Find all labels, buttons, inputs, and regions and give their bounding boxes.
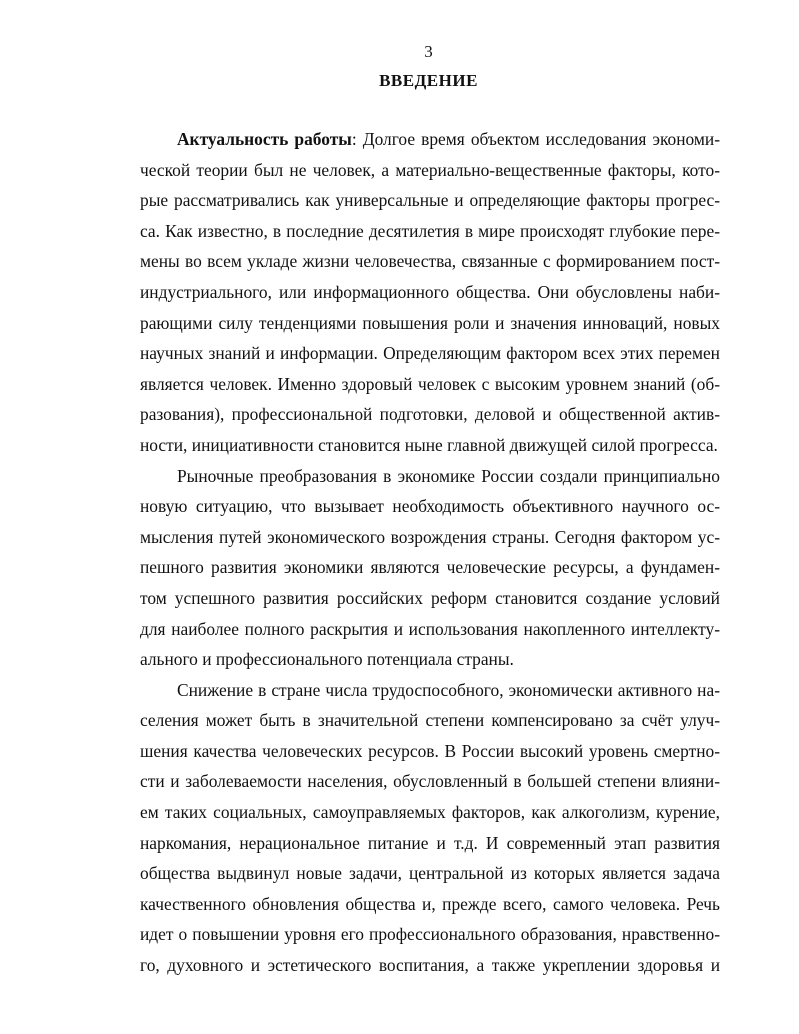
line-text: : Долгое время объектом исследования экономи-	[351, 129, 720, 149]
text-line: идет о повышении уровня его профессионального образования, нравственно-	[140, 924, 720, 945]
text-line: го, духовного и эстетического воспитания, а также укреплении здоровья и	[140, 955, 720, 976]
text-line: общества выдвинул новые задачи, центральной из которых является задача	[140, 863, 720, 884]
text-line: научных знаний и информации. Определяющим фактором всех этих перемен	[140, 343, 720, 364]
text-line: том успешного развития российских реформ становится создание условий	[140, 587, 720, 608]
lead-bold-text: Актуальность работы	[177, 129, 352, 149]
text-line: ности, инициативности становится ныне главной движущей силой прогресса.	[140, 434, 718, 455]
text-line: мены во всем укладе жизни человечества, связанные с формированием пост-	[140, 251, 720, 272]
text-line: Снижение в стране числа трудоспособного, экономически активного на-	[177, 679, 720, 700]
text-line: сти и заболеваемости населения, обусловленный в большей степени влияни-	[140, 771, 720, 792]
text-line: качественного обновления общества и, прежде всего, самого человека. Речь	[140, 893, 720, 914]
text-line: мысления путей экономического возрождения страны. Сегодня фактором ус-	[140, 526, 720, 547]
text-line: селения может быть в значительной степени компенсировано за счёт улуч-	[140, 710, 720, 731]
text-line: рые рассматривались как универсальные и определяющие факторы прогрес-	[140, 190, 720, 211]
text-line: са. Как известно, в последние десятилетия в мире происходят глубокие пере-	[140, 220, 720, 241]
text-line: пешного развития экономики являются человеческие ресурсы, а фундамен-	[140, 557, 720, 578]
text-line: Рыночные преобразования в экономике России создали принципиально	[177, 465, 720, 486]
text-line: индустриального, или информационного общества. Они обусловлены наби-	[140, 281, 720, 302]
body-text	[140, 124, 720, 981]
text-line: для наиболее полного раскрытия и использования накопленного интеллекту-	[140, 618, 720, 639]
text-line: рающими силу тенденциями повышения роли и значения инноваций, новых	[140, 312, 720, 333]
text-line: наркомания, нерациональное питание и т.д. И современный этап развития	[140, 832, 720, 853]
text-line: ального и профессионального потенциала страны.	[140, 649, 514, 670]
text-line	[140, 124, 720, 155]
text-line: ем таких социальных, самоуправляемых факторов, как алкоголизм, курение,	[140, 802, 720, 823]
text-line: новую ситуацию, что вызывает необходимость объективного научного ос-	[140, 496, 720, 517]
section-title: ВВЕДЕНИЕ	[379, 71, 478, 90]
text-line: является человек. Именно здоровый человек с высоким уровнем знаний (об-	[140, 373, 720, 394]
text-line: ческой теории был не человек, а материально-вещественные факторы, кото-	[140, 159, 720, 180]
page-number: 3	[424, 42, 433, 61]
text-line: шения качества человеческих ресурсов. В России высокий уровень смертно-	[140, 740, 720, 761]
text-line: разования), профессиональной подготовки, деловой и общественной актив-	[140, 404, 720, 425]
